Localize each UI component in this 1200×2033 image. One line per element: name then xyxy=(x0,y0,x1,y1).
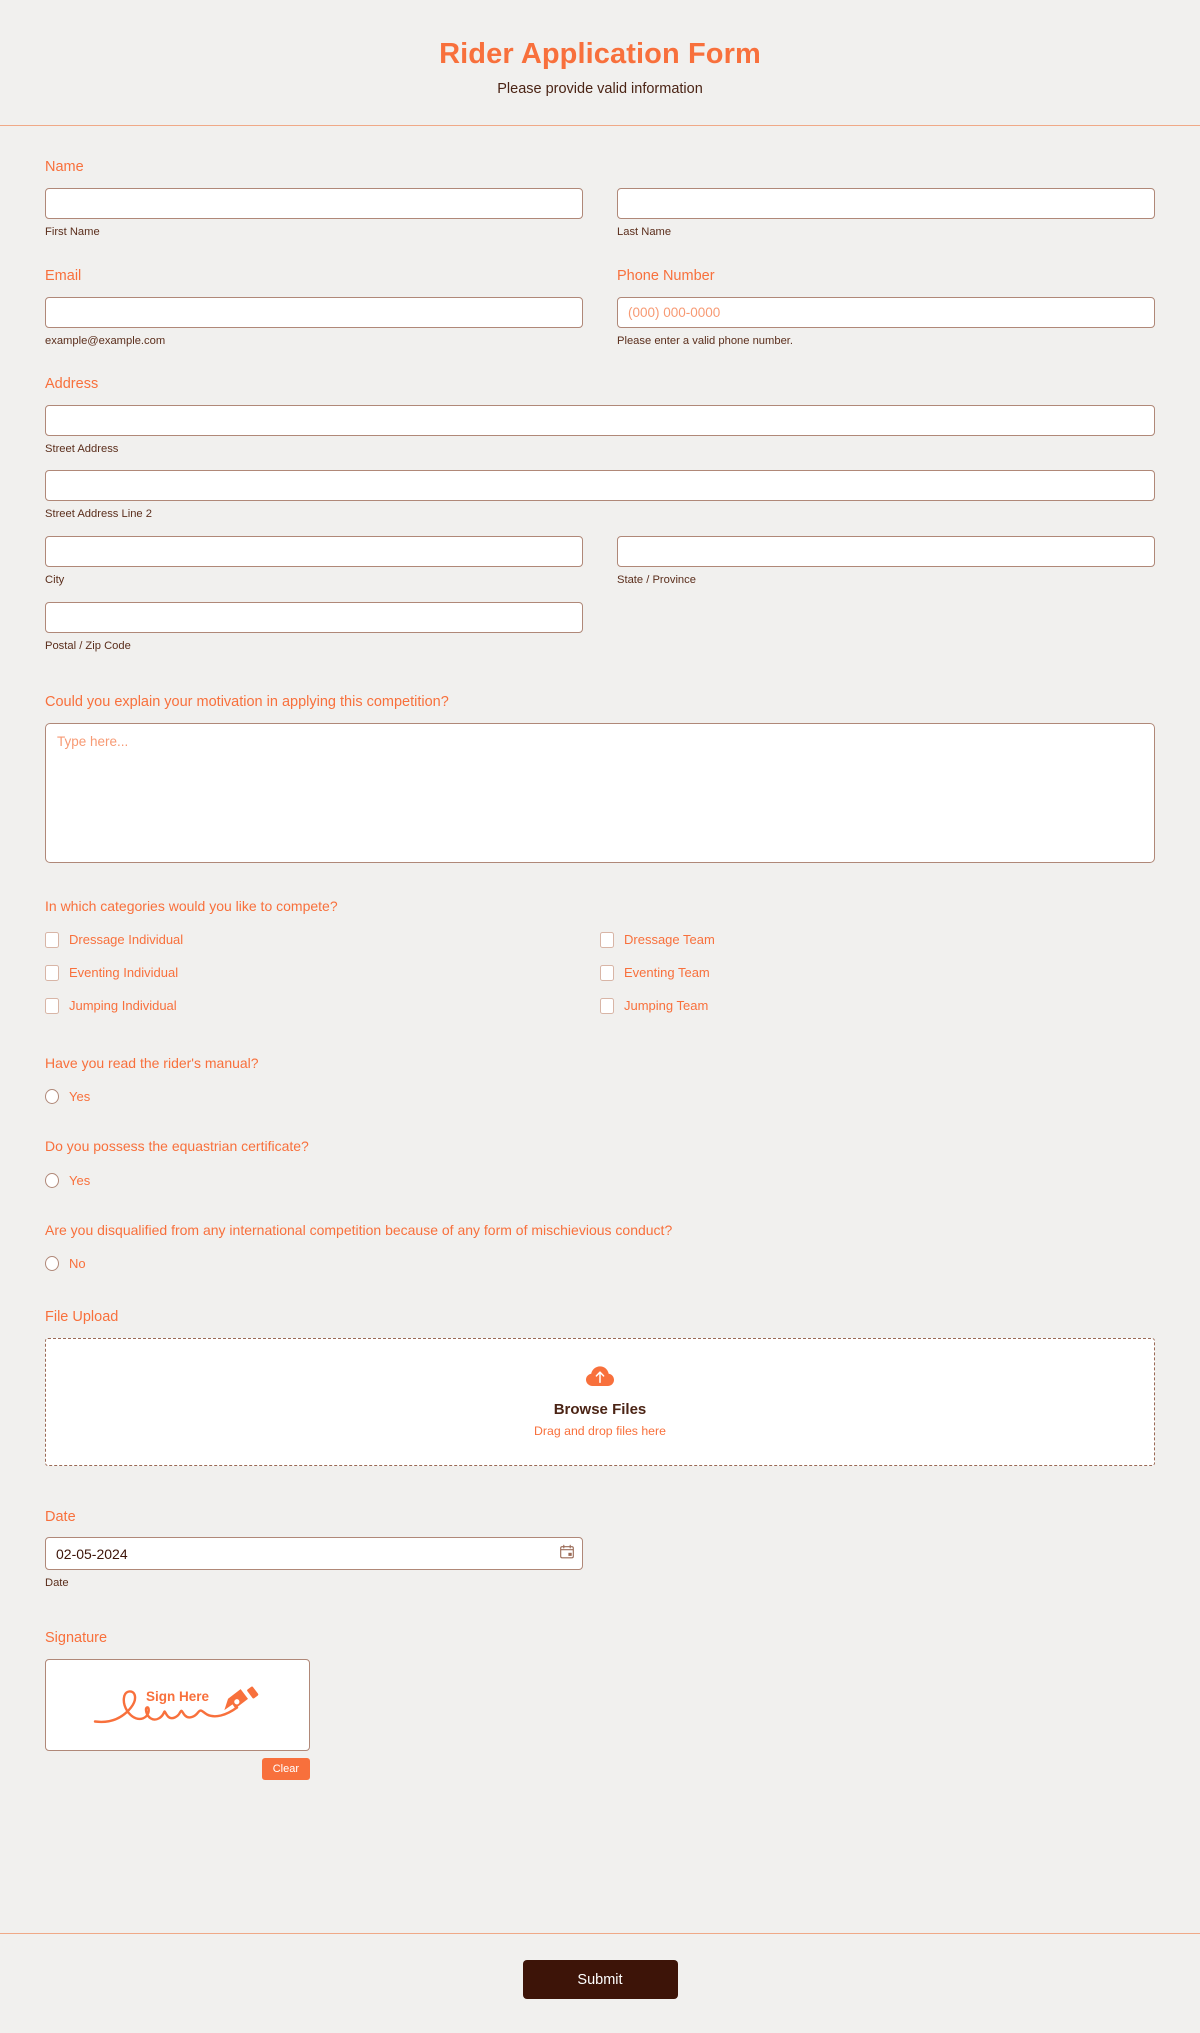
contact-field-group xyxy=(45,267,1155,348)
certificate-question-group xyxy=(45,1137,1155,1190)
radio-manual-yes[interactable] xyxy=(45,1086,1155,1107)
email-sublabel: example@example.com xyxy=(45,334,166,347)
categories-right-column xyxy=(600,929,1155,1016)
state-col xyxy=(617,536,1155,588)
name-row xyxy=(45,188,1155,240)
postal-col xyxy=(45,602,583,654)
checkbox-label: Eventing Individual xyxy=(69,965,179,981)
radio-icon[interactable] xyxy=(45,1089,59,1104)
submit-button[interactable]: Submit xyxy=(523,1960,678,1999)
street-address-2-col xyxy=(45,470,1155,522)
name-label: Name xyxy=(45,159,84,176)
phone-label: Phone Number xyxy=(617,267,715,284)
checkbox-icon[interactable] xyxy=(600,998,614,1014)
date-row xyxy=(45,1537,1155,1591)
file-upload-label: File Upload xyxy=(45,1308,119,1325)
email-label-col xyxy=(45,267,583,297)
email-col xyxy=(45,297,583,349)
address-field-group xyxy=(45,375,1155,653)
checkbox-jumping-team[interactable] xyxy=(600,995,1155,1016)
city-state-row xyxy=(45,536,1155,588)
cloud-upload-icon xyxy=(585,1365,615,1392)
form-header xyxy=(0,0,1200,126)
checkbox-label: Jumping Team xyxy=(624,998,709,1014)
city-col xyxy=(45,536,583,588)
radio-icon[interactable] xyxy=(45,1256,59,1271)
disqualified-question-group xyxy=(45,1221,1155,1274)
street-address-2-input[interactable] xyxy=(45,470,1155,501)
checkbox-label: Jumping Individual xyxy=(69,998,177,1014)
contact-inputs-row xyxy=(45,297,1155,349)
date-label: Date xyxy=(45,1508,76,1525)
checkbox-eventing-individual[interactable] xyxy=(45,962,600,983)
categories-left-column xyxy=(45,929,600,1016)
street-address-col xyxy=(45,405,1155,457)
postal-code-input[interactable] xyxy=(45,602,583,633)
last-name-col xyxy=(617,188,1155,240)
checkbox-icon[interactable] xyxy=(45,998,59,1014)
categories-grid xyxy=(45,929,1155,1016)
phone-input[interactable] xyxy=(617,297,1155,328)
manual-question-group xyxy=(45,1054,1155,1107)
motivation-textarea[interactable] xyxy=(45,723,1155,863)
date-field-group xyxy=(45,1508,1155,1591)
sign-here-label: Sign Here xyxy=(145,1688,210,1704)
checkbox-icon[interactable] xyxy=(45,965,59,981)
state-province-input[interactable] xyxy=(617,536,1155,567)
disqualified-question-label: Are you disqualified from any international competition because of any form of mischievious conduct? xyxy=(45,1221,673,1238)
postal-spacer xyxy=(617,602,1155,654)
street-address-sublabel: Street Address xyxy=(45,442,119,455)
last-name-sublabel: Last Name xyxy=(617,226,672,239)
first-name-col xyxy=(45,188,583,240)
categories-field-group xyxy=(45,897,1155,1016)
checkbox-label: Eventing Team xyxy=(624,965,710,981)
signature-actions xyxy=(45,1758,310,1780)
date-sublabel: Date xyxy=(45,1577,69,1590)
checkbox-dressage-team[interactable] xyxy=(600,929,1155,950)
phone-col xyxy=(617,297,1155,349)
motivation-label: Could you explain your motivation in applying this competition? xyxy=(45,694,449,711)
clear-signature-button[interactable]: Clear xyxy=(262,1758,310,1780)
radio-label: No xyxy=(69,1255,86,1271)
signature-wrap xyxy=(45,1659,310,1780)
file-upload-group xyxy=(45,1308,1155,1466)
checkbox-label: Dressage Team xyxy=(624,932,715,948)
radio-certificate-yes[interactable] xyxy=(45,1170,1155,1191)
first-name-input[interactable] xyxy=(45,188,583,219)
certificate-question-label: Do you possess the equastrian certificate? xyxy=(45,1138,309,1155)
checkbox-icon[interactable] xyxy=(600,932,614,948)
checkbox-jumping-individual[interactable] xyxy=(45,995,600,1016)
radio-label: Yes xyxy=(69,1172,91,1188)
file-drop-zone[interactable] xyxy=(45,1338,1155,1466)
radio-disqualified-no[interactable] xyxy=(45,1253,1155,1274)
date-col xyxy=(45,1537,583,1591)
manual-question-label: Have you read the rider's manual? xyxy=(45,1055,259,1072)
phone-sublabel: Please enter a valid phone number. xyxy=(617,334,794,347)
street-address-input[interactable] xyxy=(45,405,1155,436)
signature-pad[interactable] xyxy=(45,1659,310,1751)
signature-label: Signature xyxy=(45,1630,108,1646)
form-footer xyxy=(0,1933,1200,2033)
last-name-input[interactable] xyxy=(617,188,1155,219)
checkbox-icon[interactable] xyxy=(600,965,614,981)
city-input[interactable] xyxy=(45,536,583,567)
name-field-group xyxy=(45,158,1155,239)
date-input[interactable] xyxy=(45,1537,583,1570)
city-sublabel: City xyxy=(45,574,65,587)
radio-icon[interactable] xyxy=(45,1173,59,1188)
contact-labels-row xyxy=(45,267,1155,297)
email-input[interactable] xyxy=(45,297,583,328)
email-label: Email xyxy=(45,267,82,284)
postal-row xyxy=(45,602,1155,654)
state-province-sublabel: State / Province xyxy=(617,574,696,587)
checkbox-icon[interactable] xyxy=(45,932,59,948)
checkbox-label: Dressage Individual xyxy=(69,932,184,948)
address-label: Address xyxy=(45,376,99,393)
street-address-2-sublabel: Street Address Line 2 xyxy=(45,508,152,521)
page-subtitle: Please provide valid information xyxy=(497,81,703,98)
form-body xyxy=(0,126,1200,1933)
signature-scribble-icon xyxy=(83,1671,273,1738)
phone-label-col xyxy=(617,267,1155,297)
first-name-sublabel: First Name xyxy=(45,226,100,239)
motivation-field-group xyxy=(45,693,1155,863)
checkbox-dressage-individual[interactable] xyxy=(45,929,600,950)
categories-label: In which categories would you like to compete? xyxy=(45,898,338,914)
signature-field-group xyxy=(45,1629,1155,1780)
checkbox-eventing-team[interactable] xyxy=(600,962,1155,983)
radio-label: Yes xyxy=(69,1089,91,1105)
postal-code-sublabel: Postal / Zip Code xyxy=(45,639,131,652)
date-spacer xyxy=(617,1537,1155,1591)
date-input-wrap xyxy=(45,1537,583,1570)
page-title: Rider Application Form xyxy=(439,38,761,70)
browse-files-label[interactable]: Browse Files xyxy=(553,1401,647,1419)
drag-drop-label: Drag and drop files here xyxy=(534,1424,666,1439)
